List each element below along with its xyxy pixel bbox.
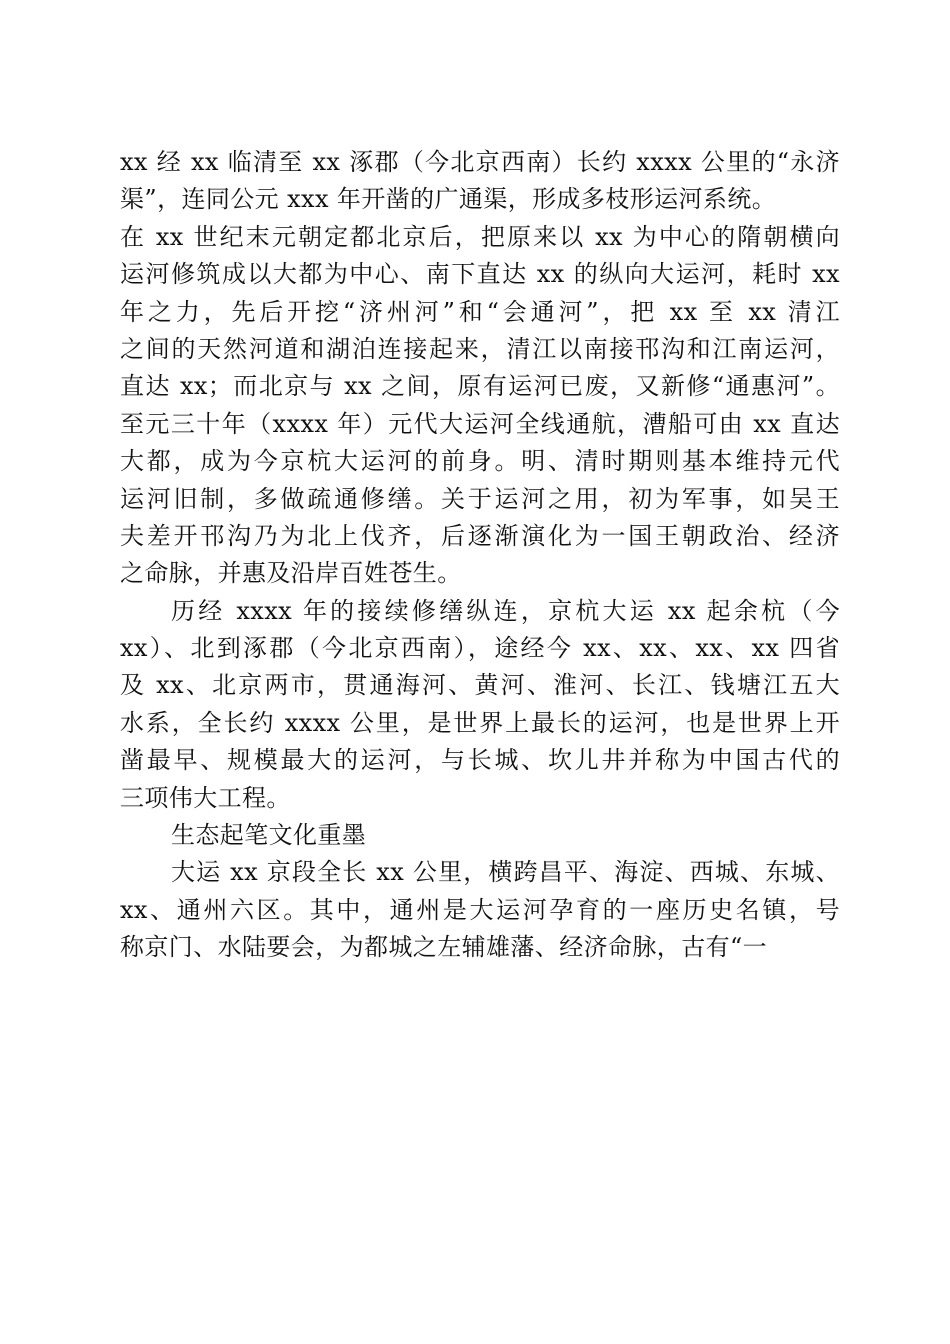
text-line: 运河旧制，多做疏通修缮。关于运河之用，初为军事，如吴王	[120, 484, 840, 513]
text-line: 称京门、水陆要会，为都城之左辅雄藩、经济命脉，古有“一	[120, 933, 768, 962]
paragraph-beijing-section	[120, 854, 840, 966]
text-line: 在 xx 世纪末元朝定都北京后，把原来以 xx 为中心的隋朝横向	[120, 222, 840, 251]
text-line: 之命脉，并惠及沿岸百姓苍生。	[120, 559, 462, 588]
section-heading	[120, 817, 840, 854]
text-line: 之间的天然河道和湖泊连接起来，清江以南接邗沟和江南运河，	[120, 334, 840, 363]
text-line: 大都，成为今京杭大运河的前身。明、清时期则基本维持元代	[120, 447, 840, 476]
text-line: 三项伟大工程。	[120, 783, 291, 812]
section-heading-text: 生态起笔文化重墨	[171, 821, 367, 850]
text-line: xx 经 xx 临清至 xx 涿郡（今北京西南）长约 xxxx 公里的“永济	[120, 148, 840, 176]
document-page	[120, 144, 840, 967]
text-line: xx）、北到涿郡（今北京西南），途经今 xx、xx、xx、xx 四省	[120, 634, 840, 663]
text-line: 夫差开邗沟乃为北上伐齐，后逐渐演化为一国王朝政治、经济	[120, 521, 840, 550]
paragraph-canal-history-2	[120, 593, 840, 817]
text-line: 大运 xx 京段全长 xx 公里，横跨昌平、海淀、西城、东城、	[171, 858, 840, 887]
paragraph-canal-history-1	[120, 144, 840, 593]
text-line: 及 xx、北京两市，贯通海河、黄河、淮河、长江、钱塘江五大	[120, 671, 840, 700]
text-line: 历经 xxxx 年的接续修缮纵连，京杭大运 xx 起余杭（今	[171, 596, 840, 625]
text-line: xx、通州六区。其中，通州是大运河孕育的一座历史名镇，号	[120, 895, 840, 924]
text-line: 运河修筑成以大都为中心、南下直达 xx 的纵向大运河，耗时 xx	[120, 260, 840, 289]
text-line: 年之力，先后开挖“济州河”和“会通河”，把 xx 至 xx 清江	[120, 297, 840, 326]
text-line: 水系，全长约 xxxx 公里，是世界上最长的运河，也是世界上开	[120, 708, 840, 737]
text-line: 至元三十年（xxxx 年）元代大运河全线通航，漕船可由 xx 直达	[120, 409, 840, 438]
text-line: 渠”，连同公元 xxx 年开凿的广通渠，形成多枝形运河系统。	[120, 185, 777, 214]
text-line: 直达 xx；而北京与 xx 之间，原有运河已废，又新修“通惠河”。	[120, 372, 840, 401]
text-line: 凿最早、规模最大的运河，与长城、坎儿井并称为中国古代的	[120, 746, 840, 775]
